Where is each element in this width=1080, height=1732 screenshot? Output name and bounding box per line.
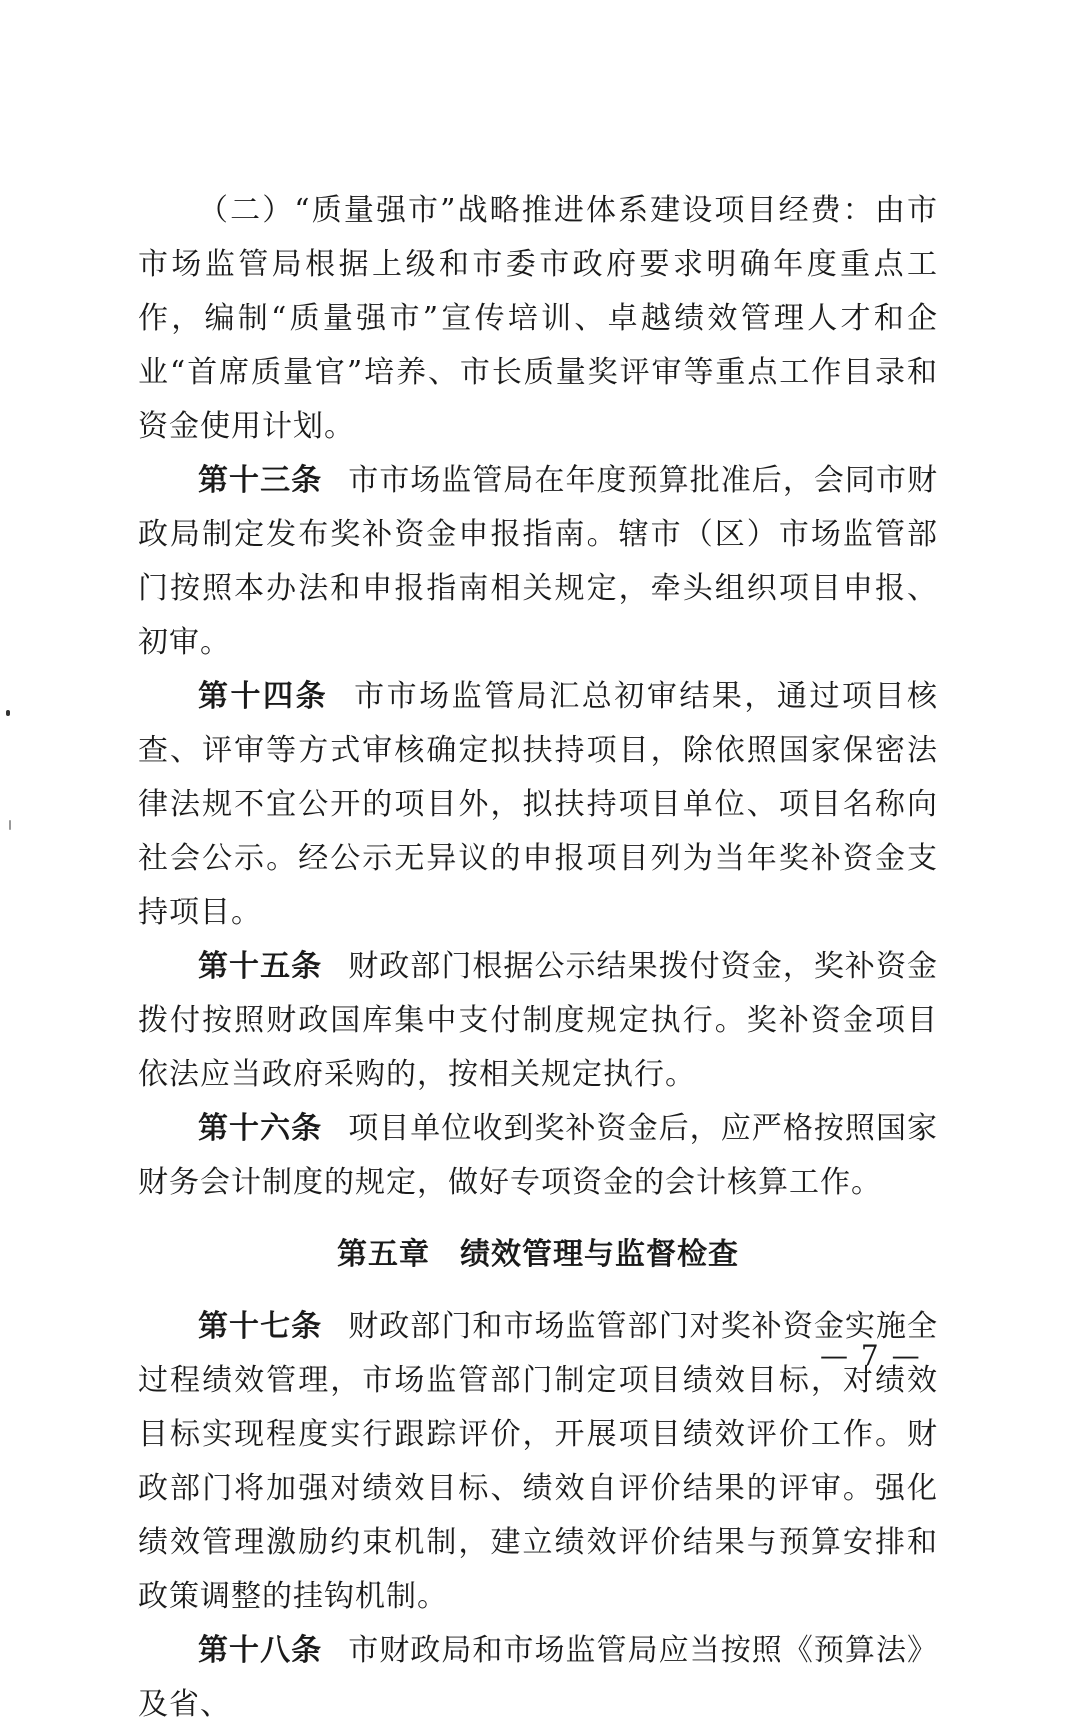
chapter-title: 绩效管理与监督检查 xyxy=(460,1237,739,1272)
article-15 xyxy=(138,940,938,1102)
document-body xyxy=(138,184,938,1732)
article-16 xyxy=(138,1102,938,1210)
page-number: — 7 — xyxy=(820,1339,922,1372)
article-number: 第十三条 xyxy=(198,463,323,498)
article-text: 市财政局和市场监管局应当按照《预算法》及省、 xyxy=(138,1633,939,1722)
scan-speck xyxy=(9,820,11,830)
article-18 xyxy=(138,1624,938,1732)
article-number: 第十五条 xyxy=(198,949,323,984)
article-number: 第十七条 xyxy=(198,1309,323,1344)
article-text: 财政部门和市场监管部门对奖补资金实施全过程绩效管理，市场监管部门制定项目绩效目标，对绩效目标实现程度实行跟踪评价，开展项目绩效评价工作。财政部门将加强对绩效目标、绩效自评价结果的评审。强化绩效管理激励约束机制，建立绩效评价结果与预算安排和政策调整的挂钩机制。 xyxy=(138,1309,939,1614)
article-14 xyxy=(138,670,938,940)
article-17 xyxy=(138,1300,938,1624)
article-text: 财政部门根据公示结果拨付资金，奖补资金拨付按照财政国库集中支付制度规定执行。奖补资金项目依法应当政府采购的，按相关规定执行。 xyxy=(138,949,939,1092)
scan-speck xyxy=(6,710,10,716)
article-13 xyxy=(138,454,938,670)
article-text: 市市场监管局汇总初审结果，通过项目核查、评审等方式审核确定拟扶持项目，除依照国家保密法律法规不宜公开的项目外，拟扶持项目单位、项目名称向社会公示。经公示无异议的申报项目列为当年奖补资金支持项目。 xyxy=(138,679,939,930)
paragraph-text: （二）“质量强市”战略推进体系建设项目经费：由市市场监管局根据上级和市委市政府要求明确年度重点工作，编制“质量强市”宣传培训、卓越绩效管理人才和企业“首席质量官”培养、市长质量奖评审等重点工作目录和资金使用计划。 xyxy=(138,193,938,444)
article-text: 市市场监管局在年度预算批准后，会同市财政局制定发布奖补资金申报指南。辖市（区）市场监管部门按照本办法和申报指南相关规定，牵头组织项目申报、初审。 xyxy=(138,463,939,660)
chapter-heading xyxy=(138,1228,938,1282)
paragraph-project-funds-2 xyxy=(138,184,938,454)
article-number: 第十六条 xyxy=(198,1111,323,1146)
article-number: 第十八条 xyxy=(198,1633,323,1668)
article-number: 第十四条 xyxy=(198,679,329,714)
article-text: 项目单位收到奖补资金后，应严格按照国家财务会计制度的规定，做好专项资金的会计核算工作。 xyxy=(138,1111,939,1200)
chapter-number: 第五章 xyxy=(337,1237,430,1272)
